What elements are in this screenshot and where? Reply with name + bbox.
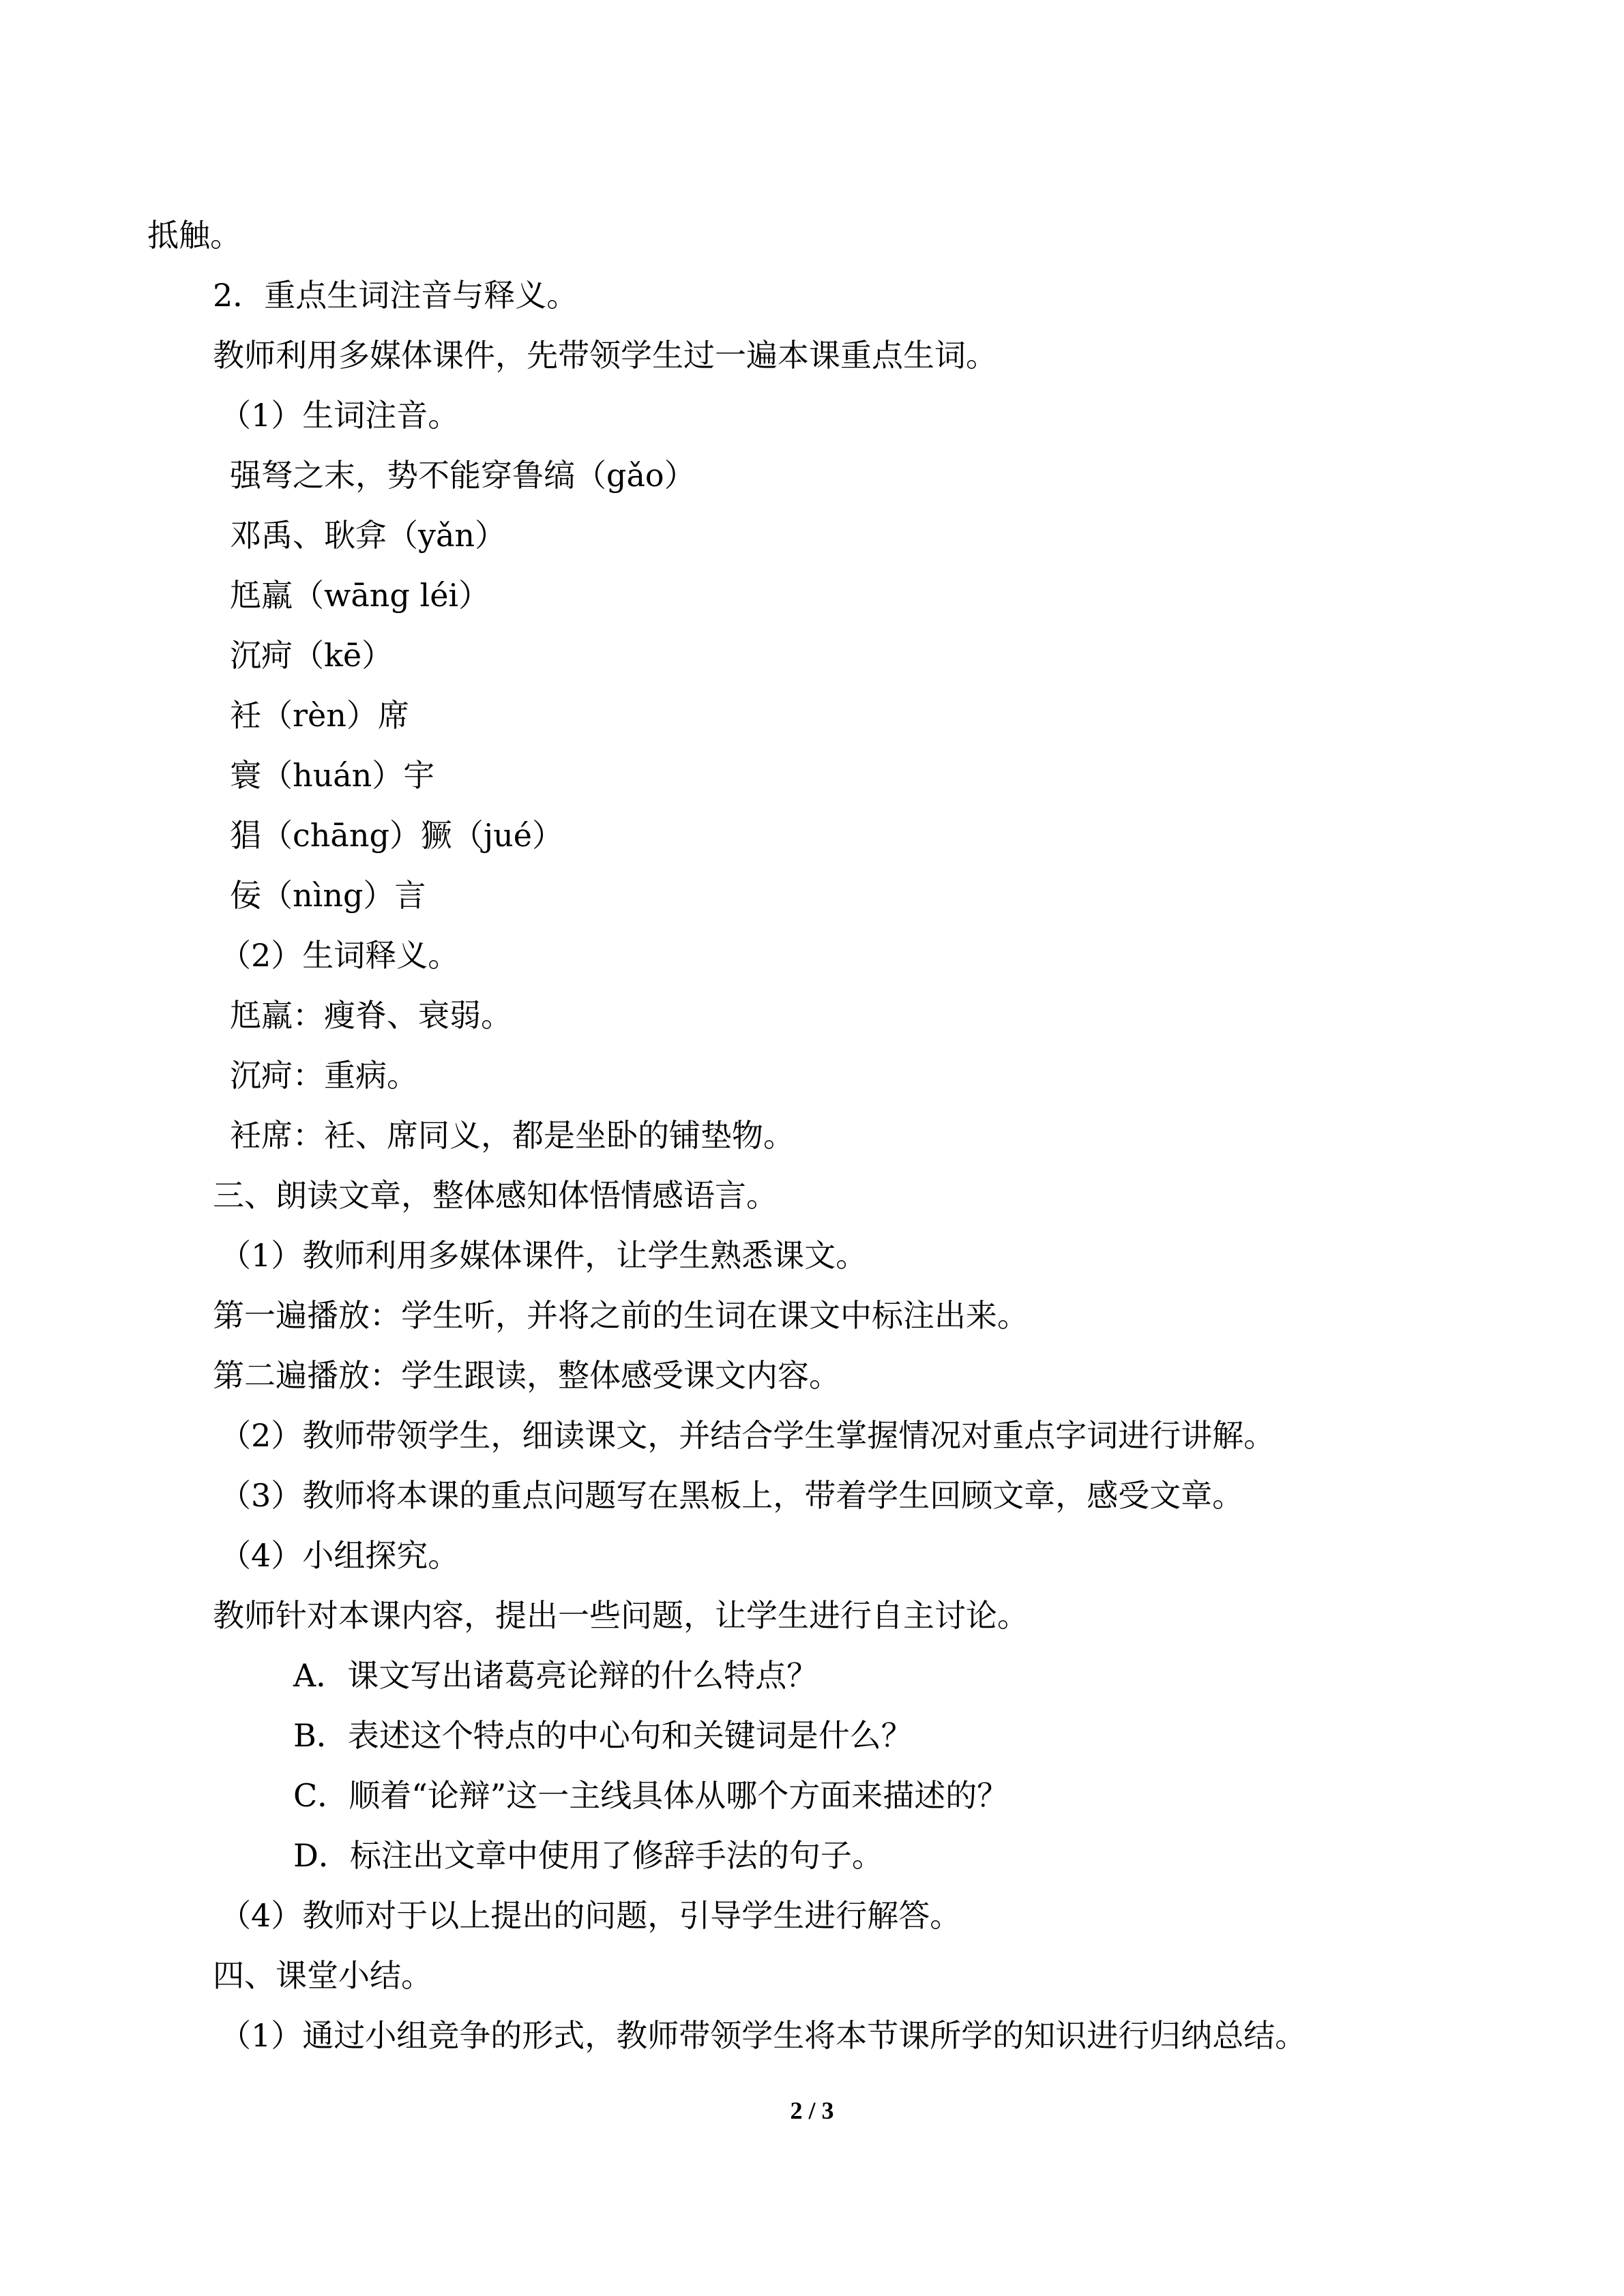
text-line: 沉疴（kē） <box>230 637 394 674</box>
text-line: （1）通过小组竞争的形式，教师带领学生将本节课所学的知识进行归纳总结。 <box>220 2017 1307 2054</box>
text-line: （4）教师对于以上提出的问题，引导学生进行解答。 <box>220 1897 962 1934</box>
text-line: A．课文写出诸葛亮论辩的什么特点？ <box>293 1657 818 1694</box>
text-line: （2）教师带领学生，细读课文，并结合学生掌握情况对重点字词进行讲解。 <box>220 1417 1275 1454</box>
text-line: 第一遍播放：学生听，并将之前的生词在课文中标注出来。 <box>213 1297 1029 1334</box>
text-line: 第二遍播放：学生跟读，整体感受课文内容。 <box>213 1357 840 1394</box>
text-line: 尪羸（wāng léi） <box>230 577 490 614</box>
text-line: 尪羸：瘦脊、衰弱。 <box>230 997 512 1034</box>
text-line: （4）小组探究。 <box>220 1537 460 1574</box>
text-line: 邓禹、耿弇（yǎn） <box>230 517 507 554</box>
text-line: 教师利用多媒体课件，先带领学生过一遍本课重点生词。 <box>213 337 997 374</box>
text-line: 2．重点生词注音与释义。 <box>213 277 578 314</box>
text-line: 沉疴：重病。 <box>230 1057 418 1094</box>
text-line: 衽（rèn）席 <box>230 697 409 734</box>
text-line: D．标注出文章中使用了修辞手法的句子。 <box>293 1837 883 1874</box>
text-line: （3）教师将本课的重点问题写在黑板上，带着学生回顾文章，感受文章。 <box>220 1477 1244 1514</box>
text-line: （2）生词释义。 <box>220 937 460 974</box>
text-line: C．顺着“论辩”这一主线具体从哪个方面来描述的？ <box>293 1777 1009 1814</box>
page-number: 2 / 3 <box>790 2097 834 2124</box>
text-line: B．表述这个特点的中心句和关键词是什么？ <box>293 1717 913 1754</box>
text-line: 衽席：衽、席同义，都是坐卧的铺垫物。 <box>230 1117 795 1154</box>
text-line: 抵触。 <box>147 217 241 254</box>
text-line: （1）生词注音。 <box>220 397 460 434</box>
text-line: 寰（huán）宇 <box>230 757 435 794</box>
text-line: 佞（nìng）言 <box>230 877 426 914</box>
text-line: 教师针对本课内容，提出一些问题，让学生进行自主讨论。 <box>213 1597 1029 1634</box>
text-line: 四、课堂小结。 <box>213 1957 432 1994</box>
text-line: 三、朗读文章，整体感知体悟情感语言。 <box>213 1177 778 1214</box>
text-line: 猖（chāng）獗（jué） <box>230 817 563 854</box>
text-line: （1）教师利用多媒体课件，让学生熟悉课文。 <box>220 1237 868 1274</box>
text-line: 强弩之末，势不能穿鲁缟（gǎo） <box>230 457 696 494</box>
